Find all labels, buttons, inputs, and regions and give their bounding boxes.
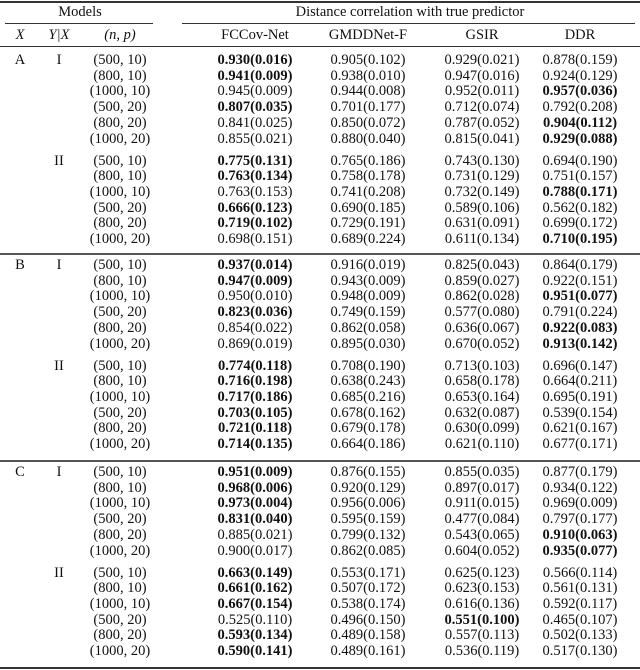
value-cell: 0.924(0.129) bbox=[542, 67, 618, 84]
value-cell: 0.561(0.131) bbox=[542, 580, 618, 597]
value-cell: 0.941(0.009) bbox=[217, 67, 293, 84]
value-cell: 0.653(0.164) bbox=[444, 388, 520, 405]
value-cell: 0.708(0.190) bbox=[330, 357, 406, 374]
value-cell: 0.689(0.224) bbox=[330, 231, 406, 247]
value-cell: 0.855(0.021) bbox=[217, 130, 293, 147]
value-cell: 0.935(0.077) bbox=[542, 542, 618, 559]
value-cell: 0.539(0.154) bbox=[542, 404, 618, 421]
value-cell: 0.695(0.191) bbox=[542, 388, 618, 405]
value-cell: 0.807(0.035) bbox=[217, 99, 293, 116]
value-cell: 0.667(0.154) bbox=[217, 595, 293, 612]
value-cell: 0.864(0.179) bbox=[542, 257, 618, 273]
np-cell: (1000, 20) bbox=[89, 436, 151, 452]
header-gmddnet-f: GMDDNet-F bbox=[328, 27, 408, 43]
value-cell: 0.905(0.102) bbox=[330, 52, 406, 68]
np-cell: (1000, 20) bbox=[89, 130, 151, 147]
np-cell: (500, 20) bbox=[93, 99, 147, 116]
value-cell: 0.719(0.102) bbox=[217, 215, 293, 232]
value-cell: 0.465(0.107) bbox=[542, 611, 618, 628]
value-cell: 0.859(0.027) bbox=[444, 272, 520, 289]
np-cell: (500, 10) bbox=[93, 52, 147, 68]
np-cell: (800, 10) bbox=[93, 67, 147, 84]
value-cell: 0.880(0.040) bbox=[330, 130, 406, 147]
value-cell: 0.543(0.065) bbox=[444, 526, 520, 543]
value-cell: 0.699(0.172) bbox=[542, 215, 618, 232]
value-cell: 0.749(0.159) bbox=[330, 304, 406, 321]
value-cell: 0.566(0.114) bbox=[542, 564, 618, 581]
value-cell: 0.621(0.167) bbox=[542, 420, 618, 437]
value-cell: 0.876(0.155) bbox=[330, 464, 406, 480]
value-cell: 0.743(0.130) bbox=[444, 152, 520, 169]
value-cell: 0.948(0.009) bbox=[330, 288, 406, 305]
value-cell: 0.823(0.036) bbox=[217, 304, 293, 321]
group-rule bbox=[0, 460, 640, 462]
value-cell: 0.732(0.149) bbox=[444, 183, 520, 200]
np-cell: (800, 10) bbox=[93, 272, 147, 289]
value-cell: 0.855(0.035) bbox=[444, 464, 520, 480]
value-cell: 0.696(0.147) bbox=[542, 357, 618, 374]
value-cell: 0.945(0.009) bbox=[217, 83, 293, 100]
header-np: (n, p) bbox=[104, 27, 136, 43]
value-cell: 0.577(0.080) bbox=[444, 304, 520, 321]
value-cell: 0.590(0.141) bbox=[217, 643, 293, 659]
value-cell: 0.799(0.132) bbox=[330, 526, 406, 543]
yx-label: II bbox=[54, 564, 64, 581]
value-cell: 0.956(0.006) bbox=[330, 495, 406, 512]
value-cell: 0.951(0.077) bbox=[542, 288, 618, 305]
value-cell: 0.791(0.224) bbox=[542, 304, 618, 321]
value-cell: 0.685(0.216) bbox=[330, 388, 406, 405]
group-label: C bbox=[15, 464, 25, 480]
value-cell: 0.507(0.172) bbox=[330, 580, 406, 597]
value-cell: 0.631(0.091) bbox=[444, 215, 520, 232]
value-cell: 0.678(0.162) bbox=[330, 404, 406, 421]
np-cell: (800, 10) bbox=[93, 373, 147, 390]
value-cell: 0.595(0.159) bbox=[330, 511, 406, 528]
np-cell: (1000, 10) bbox=[89, 388, 151, 405]
value-cell: 0.664(0.211) bbox=[542, 373, 618, 390]
value-cell: 0.538(0.174) bbox=[330, 595, 406, 612]
np-cell: (1000, 20) bbox=[89, 542, 151, 559]
header-metric: Distance correlation with true predictor bbox=[295, 4, 525, 20]
value-cell: 0.878(0.159) bbox=[542, 52, 618, 68]
value-cell: 0.658(0.178) bbox=[444, 373, 520, 390]
np-cell: (800, 20) bbox=[93, 627, 147, 644]
np-cell: (1000, 20) bbox=[89, 335, 151, 352]
group-label: A bbox=[14, 52, 26, 68]
value-cell: 0.922(0.083) bbox=[542, 319, 618, 336]
value-cell: 0.703(0.105) bbox=[217, 404, 293, 421]
value-cell: 0.666(0.123) bbox=[217, 199, 293, 216]
value-cell: 0.911(0.015) bbox=[444, 495, 520, 512]
metric-cmidrule bbox=[182, 23, 635, 24]
yx-label: I bbox=[56, 52, 62, 68]
value-cell: 0.950(0.010) bbox=[217, 288, 293, 305]
header-x: X bbox=[15, 27, 25, 43]
value-cell: 0.632(0.087) bbox=[444, 404, 520, 421]
np-cell: (1000, 10) bbox=[89, 288, 151, 305]
value-cell: 0.910(0.063) bbox=[542, 526, 618, 543]
value-cell: 0.765(0.186) bbox=[330, 152, 406, 169]
value-cell: 0.721(0.118) bbox=[217, 420, 293, 437]
value-cell: 0.930(0.016) bbox=[217, 52, 293, 68]
value-cell: 0.717(0.186) bbox=[217, 388, 293, 405]
value-cell: 0.929(0.088) bbox=[542, 130, 618, 147]
value-cell: 0.862(0.058) bbox=[330, 319, 406, 336]
value-cell: 0.973(0.004) bbox=[217, 495, 293, 512]
value-cell: 0.751(0.157) bbox=[542, 168, 618, 185]
value-cell: 0.661(0.162) bbox=[217, 580, 293, 597]
value-cell: 0.477(0.084) bbox=[444, 511, 520, 528]
value-cell: 0.952(0.011) bbox=[444, 83, 520, 100]
value-cell: 0.557(0.113) bbox=[444, 627, 520, 644]
value-cell: 0.536(0.119) bbox=[444, 643, 520, 659]
np-cell: (500, 20) bbox=[93, 304, 147, 321]
value-cell: 0.934(0.122) bbox=[542, 479, 618, 496]
value-cell: 0.788(0.171) bbox=[542, 183, 618, 200]
value-cell: 0.913(0.142) bbox=[542, 335, 618, 352]
value-cell: 0.869(0.019) bbox=[217, 335, 293, 352]
value-cell: 0.663(0.149) bbox=[217, 564, 293, 581]
value-cell: 0.968(0.006) bbox=[217, 479, 293, 496]
value-cell: 0.885(0.021) bbox=[217, 526, 293, 543]
value-cell: 0.815(0.041) bbox=[444, 130, 520, 147]
value-cell: 0.850(0.072) bbox=[330, 114, 406, 131]
value-cell: 0.517(0.130) bbox=[542, 643, 618, 659]
value-cell: 0.551(0.100) bbox=[444, 611, 520, 628]
value-cell: 0.525(0.110) bbox=[217, 611, 293, 628]
value-cell: 0.787(0.052) bbox=[444, 114, 520, 131]
np-cell: (800, 20) bbox=[93, 114, 147, 131]
np-cell: (800, 20) bbox=[93, 319, 147, 336]
np-cell: (500, 20) bbox=[93, 511, 147, 528]
value-cell: 0.854(0.022) bbox=[217, 319, 293, 336]
value-cell: 0.797(0.177) bbox=[542, 511, 618, 528]
value-cell: 0.489(0.161) bbox=[330, 643, 406, 659]
np-cell: (500, 20) bbox=[93, 199, 147, 216]
value-cell: 0.763(0.153) bbox=[217, 183, 293, 200]
value-cell: 0.929(0.021) bbox=[444, 52, 520, 68]
value-cell: 0.947(0.016) bbox=[444, 67, 520, 84]
np-cell: (800, 10) bbox=[93, 479, 147, 496]
header-gsir: GSIR bbox=[465, 27, 499, 43]
np-cell: (1000, 10) bbox=[89, 495, 151, 512]
value-cell: 0.710(0.195) bbox=[542, 231, 618, 247]
value-cell: 0.895(0.030) bbox=[330, 335, 406, 352]
header-yx: Y|X bbox=[48, 27, 70, 43]
value-cell: 0.775(0.131) bbox=[217, 152, 293, 169]
group-rule bbox=[0, 253, 640, 255]
header-ddr: DDR bbox=[564, 27, 596, 43]
value-cell: 0.729(0.191) bbox=[330, 215, 406, 232]
value-cell: 0.943(0.009) bbox=[330, 272, 406, 289]
value-cell: 0.831(0.040) bbox=[217, 511, 293, 528]
value-cell: 0.944(0.008) bbox=[330, 83, 406, 100]
value-cell: 0.593(0.134) bbox=[217, 627, 293, 644]
value-cell: 0.862(0.085) bbox=[330, 542, 406, 559]
value-cell: 0.638(0.243) bbox=[330, 373, 406, 390]
value-cell: 0.611(0.134) bbox=[444, 231, 520, 247]
yx-label: II bbox=[54, 357, 64, 374]
value-cell: 0.589(0.106) bbox=[444, 199, 520, 216]
value-cell: 0.951(0.009) bbox=[217, 464, 293, 480]
header-fccov-net: FCCov-Net bbox=[221, 27, 289, 43]
value-cell: 0.758(0.178) bbox=[330, 168, 406, 185]
value-cell: 0.920(0.129) bbox=[330, 479, 406, 496]
value-cell: 0.489(0.158) bbox=[330, 627, 406, 644]
value-cell: 0.862(0.028) bbox=[444, 288, 520, 305]
value-cell: 0.969(0.009) bbox=[542, 495, 618, 512]
value-cell: 0.713(0.103) bbox=[444, 357, 520, 374]
value-cell: 0.694(0.190) bbox=[542, 152, 618, 169]
np-cell: (500, 20) bbox=[93, 404, 147, 421]
value-cell: 0.616(0.136) bbox=[444, 595, 520, 612]
np-cell: (500, 10) bbox=[93, 357, 147, 374]
value-cell: 0.937(0.014) bbox=[217, 257, 293, 273]
value-cell: 0.701(0.177) bbox=[330, 99, 406, 116]
value-cell: 0.502(0.133) bbox=[542, 627, 618, 644]
value-cell: 0.625(0.123) bbox=[444, 564, 520, 581]
value-cell: 0.698(0.151) bbox=[217, 231, 293, 247]
value-cell: 0.841(0.025) bbox=[217, 114, 293, 131]
np-cell: (800, 20) bbox=[93, 420, 147, 437]
yx-label: II bbox=[54, 152, 64, 169]
value-cell: 0.621(0.110) bbox=[444, 436, 520, 452]
value-cell: 0.716(0.198) bbox=[217, 373, 293, 390]
np-cell: (500, 20) bbox=[93, 611, 147, 628]
value-cell: 0.592(0.117) bbox=[542, 595, 618, 612]
value-cell: 0.553(0.171) bbox=[330, 564, 406, 581]
np-cell: (1000, 20) bbox=[89, 231, 151, 247]
value-cell: 0.877(0.179) bbox=[542, 464, 618, 480]
value-cell: 0.741(0.208) bbox=[330, 183, 406, 200]
np-cell: (500, 10) bbox=[93, 152, 147, 169]
value-cell: 0.938(0.010) bbox=[330, 67, 406, 84]
value-cell: 0.897(0.017) bbox=[444, 479, 520, 496]
value-cell: 0.690(0.185) bbox=[330, 199, 406, 216]
value-cell: 0.763(0.134) bbox=[217, 168, 293, 185]
value-cell: 0.623(0.153) bbox=[444, 580, 520, 597]
value-cell: 0.947(0.009) bbox=[217, 272, 293, 289]
value-cell: 0.792(0.208) bbox=[542, 99, 618, 116]
np-cell: (800, 10) bbox=[93, 168, 147, 185]
value-cell: 0.636(0.067) bbox=[444, 319, 520, 336]
np-cell: (1000, 20) bbox=[89, 643, 151, 659]
np-cell: (800, 20) bbox=[93, 215, 147, 232]
yx-label: I bbox=[56, 464, 62, 480]
value-cell: 0.712(0.074) bbox=[444, 99, 520, 116]
value-cell: 0.670(0.052) bbox=[444, 335, 520, 352]
group-label: B bbox=[15, 257, 25, 273]
header-rule bbox=[0, 46, 640, 47]
value-cell: 0.900(0.017) bbox=[217, 542, 293, 559]
value-cell: 0.677(0.171) bbox=[542, 436, 618, 452]
value-cell: 0.664(0.186) bbox=[330, 436, 406, 452]
value-cell: 0.731(0.129) bbox=[444, 168, 520, 185]
value-cell: 0.916(0.019) bbox=[330, 257, 406, 273]
value-cell: 0.922(0.151) bbox=[542, 272, 618, 289]
models-cmidrule bbox=[5, 23, 153, 24]
np-cell: (500, 10) bbox=[93, 257, 147, 273]
value-cell: 0.904(0.112) bbox=[542, 114, 618, 131]
header-models: Models bbox=[58, 4, 102, 20]
np-cell: (1000, 10) bbox=[89, 83, 151, 100]
value-cell: 0.604(0.052) bbox=[444, 542, 520, 559]
value-cell: 0.679(0.178) bbox=[330, 420, 406, 437]
yx-label: I bbox=[56, 257, 62, 273]
np-cell: (1000, 10) bbox=[89, 183, 151, 200]
value-cell: 0.714(0.135) bbox=[217, 436, 293, 452]
value-cell: 0.562(0.182) bbox=[542, 199, 618, 216]
np-cell: (800, 20) bbox=[93, 526, 147, 543]
np-cell: (500, 10) bbox=[93, 464, 147, 480]
np-cell: (800, 10) bbox=[93, 580, 147, 597]
value-cell: 0.630(0.099) bbox=[444, 420, 520, 437]
bottom-rule bbox=[0, 667, 640, 669]
value-cell: 0.496(0.150) bbox=[330, 611, 406, 628]
value-cell: 0.774(0.118) bbox=[217, 357, 293, 374]
top-rule bbox=[0, 1, 640, 3]
value-cell: 0.825(0.043) bbox=[444, 257, 520, 273]
np-cell: (1000, 10) bbox=[89, 595, 151, 612]
value-cell: 0.957(0.036) bbox=[542, 83, 618, 100]
np-cell: (500, 10) bbox=[93, 564, 147, 581]
